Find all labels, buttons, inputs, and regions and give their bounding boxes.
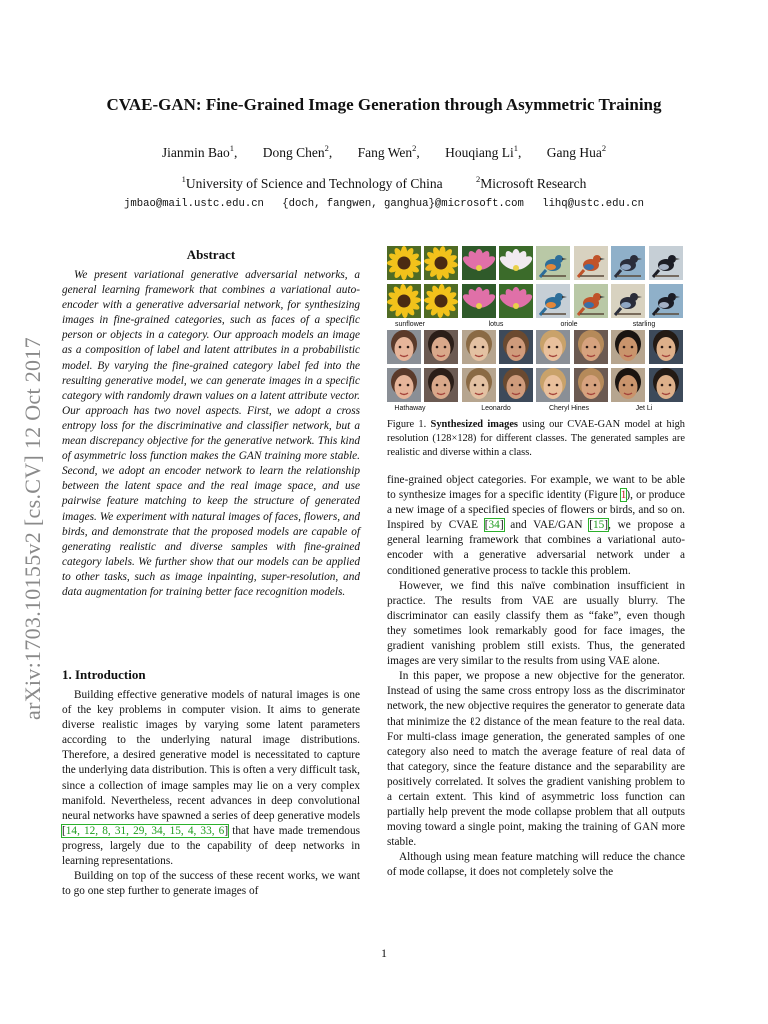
thumbnail-hathaway (424, 330, 458, 364)
abstract-body (62, 268, 360, 600)
paper-title: CVAE-GAN: Fine-Grained Image Generation through Asymmetric Training (106, 95, 662, 114)
arxiv-id: arXiv:1703.10155v2 [cs.CV] 12 Oct 2017 (20, 337, 45, 720)
thumbnail-starling (611, 284, 645, 318)
thumbnail-cheryl-hines (536, 368, 570, 402)
thumbnail-jet-li (611, 330, 645, 364)
thumbnail-cheryl-hines (574, 330, 608, 364)
affiliation-list (0, 175, 768, 193)
email-3: lihq@ustc.edu.cn (542, 198, 644, 210)
thumbnail-hathaway (387, 330, 421, 364)
abstract-text: We present variational generative adversarial networks, a general learning framework that combines a variational auto-encoder with a generative adversarial network, for synthesizing images in fine-grained categories, such as faces of a specific person or objects in a category. Our approach models an image as a composition of label and latent attributes in a probabilistic model. By varying the fine-grained category label fed into the resulting generative model, we can generate images in a specific category with randomly drawn values on a latent attribute vector. Our approach has two novel aspects. First, we adopt a cross entropy loss for the discriminative and classifier network, but a mean discrepancy objective for the generative network. This kind of asymmetric loss function makes the GAN training more stable. Second, we adopt an encoder network to learn the relationship between the latent space and the real image space, and use pairwise feature matching to keep the structure of generated images. We experiment with natural images of faces, flowers, and birds, and demonstrate that the proposed models are capable of generating realistic and diverse samples with fine-grained category labels. We further show that our models can be applied to other tasks, such as image inpainting, super-resolution, and data augmentation for training better face recognition models. (62, 269, 360, 598)
thumbnail-sunflower (424, 284, 458, 318)
thumbnail-leonardo (462, 368, 496, 402)
thumbnail-jet-li (649, 368, 683, 402)
thumbnail-leonardo (462, 330, 496, 364)
thumbnail-sunflower (424, 246, 458, 280)
thumbnail-starling (649, 246, 683, 280)
figure-1 (387, 246, 685, 414)
thumbnail-starling (611, 246, 645, 280)
author-1: Jianmin Bao$^1$, (161, 143, 238, 160)
author-4: Houqiang Li$^1$, (445, 143, 522, 160)
figure-label-cheryl-hines: Cheryl Hines (548, 405, 590, 412)
right-paragraph-4: Although using mean feature matching will reduce the chance of mode collapse, it does not completely solve the (387, 851, 685, 879)
email-list (0, 197, 768, 211)
figure-label-starling: starling (632, 321, 656, 328)
thumbnail-hathaway (424, 368, 458, 402)
right-paragraph-2: However, we find this naïve combination insufficient in practice. The results from VAE are usually blurry. The discriminator can easily classify them as “fake”, even though they sometimes look remarkably good for face images, the gradient vanishing problem still exists. Thus, the generated images are very similar to the results from using VAE alone. (387, 579, 685, 668)
right-column-body (387, 473, 685, 881)
affiliation-2: $^2$Microsoft Research (476, 174, 587, 191)
thumbnail-leonardo (499, 368, 533, 402)
figure-label-leonardo: Leonardo (481, 405, 511, 412)
thumbnail-oriole (574, 246, 608, 280)
thumbnail-jet-li (649, 330, 683, 364)
right-paragraph-3: In this paper, we propose a new objective for the generator. Instead of using the same cross entropy loss as the discriminator network, the new objective requires the generator to generate data that minimize the ℓ2 distance of the mean feature to the real data. For multi-class image generation, the generated samples of one category also need to match the average feature of real data of that category, since the feature distance and the separability are positively correlated. It solves the gradient vanishing problem to a certain extent. This kind of asymmetric loss function can partially help prevent the mode collapse problem that all outputs moving toward a single point, making the training of GAN more stable. (387, 670, 685, 849)
citation-group[interactable]: [ 14, 12, 8, 31, 29, 34, 15, 4, 33, 6 ] (62, 825, 228, 837)
figure-reference-link[interactable]: 1 (620, 489, 627, 502)
thumbnail-oriole (536, 246, 570, 280)
figure-label-oriole: oriole (560, 321, 578, 328)
author-2: Dong Chen$^2$, (262, 143, 333, 160)
thumbnail-starling (649, 284, 683, 318)
intro-paragraph-1: Building effective generative models of natural images is one of the key problems in computer vision. It aims to generate diverse realistic images by varying some latent parameters according to the underlying natural image distributions. Therefore, a desired generative model is necessitated to capture the underlying data distribution. This is often a very difficult task, since a collection of image samples may lie on a very complex manifold. Nevertheless, recent advances in deep convolutional neural networks have spawned a series of deep generative models [ 14, 12, 8, 31, 29, 34, 15, 4, 33, 6 ] that have made tremendous progress, largely due to the capability of deep networks in learning representations. (62, 688, 360, 869)
author-list (0, 144, 768, 162)
thumbnail-hathaway (387, 368, 421, 402)
author-5: Gang Hua$^2$ (546, 143, 607, 160)
page-number: 1 (381, 946, 387, 960)
intro-paragraph-2: Building on top of the success of these recent works, we want to go one step further to generate images of (62, 870, 360, 898)
thumbnail-jet-li (611, 368, 645, 402)
section-heading-introduction: 1. Introduction (62, 667, 146, 682)
thumbnail-lotus (462, 246, 496, 280)
thumbnail-sunflower (387, 284, 421, 318)
thumbnail-lotus (499, 246, 533, 280)
thumbnail-leonardo (499, 330, 533, 364)
thumbnail-oriole (574, 284, 608, 318)
citation-vae-gan[interactable]: [ 15 ] (589, 519, 608, 531)
affiliation-1: $^1$University of Science and Technology of China (181, 174, 443, 191)
thumbnail-sunflower (387, 246, 421, 280)
author-3: Fang Wen$^2$, (357, 143, 420, 160)
thumbnail-cheryl-hines (574, 368, 608, 402)
figure-label-jet-li: Jet Li (635, 405, 653, 412)
figure-label-sunflower: sunflower (395, 321, 425, 328)
arxiv-stamp (16, 270, 50, 720)
citation-cvae[interactable]: [ 34 ] (485, 519, 504, 531)
figure-label-lotus: lotus (488, 321, 504, 328)
thumbnail-lotus (462, 284, 496, 318)
introduction-body (62, 688, 360, 899)
thumbnail-lotus (499, 284, 533, 318)
right-paragraph-1: fine-grained object categories. For example, we want to be able to synthesize images for a specific identity (Figure 1), or produce a new image of a specified species of flowers or birds, and so on. Inspired by CVAE [ 34 ] and VAE/GAN [ 15 ] , we propose a general learning framework that combines a variational auto-encoder with a generative adversarial network under a conditioned generative process to tackle this problem. (387, 473, 685, 579)
email-2: {doch, fangwen, ganghua}@microsoft.com (282, 198, 524, 210)
figure-label-hathaway: Hathaway (394, 405, 426, 412)
abstract-heading: Abstract (186, 247, 236, 262)
thumbnail-cheryl-hines (536, 330, 570, 364)
thumbnail-oriole (536, 284, 570, 318)
email-1: jmbao@mail.ustc.edu.cn (124, 198, 264, 210)
figure-1-caption: Figure 1. Synthesized images using our CVAE-GAN model at high resolution (128×128) for different classes. The generated samples are realistic and diverse within a class. (387, 419, 686, 458)
